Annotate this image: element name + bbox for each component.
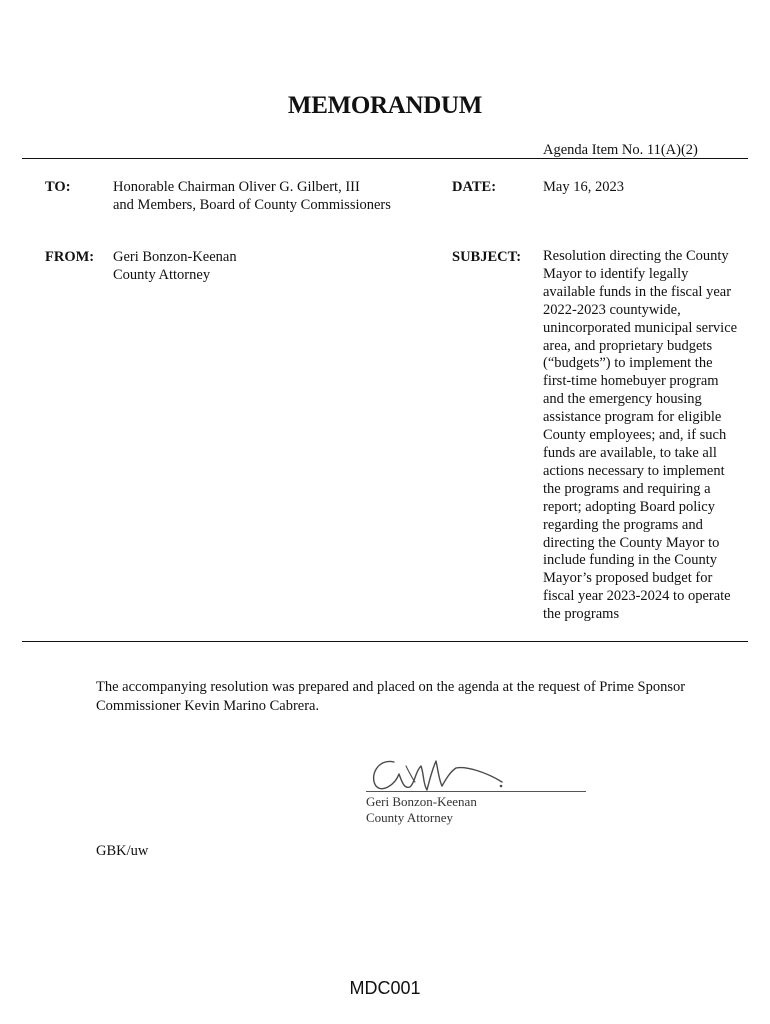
subject-line: unincorporated municipal service <box>543 319 738 336</box>
from-label: FROM: <box>45 249 95 265</box>
body-line: The accompanying resolution was prepared and placed on the agenda at the request of Prime Sponsor <box>96 679 686 695</box>
signer-title: County Attorney <box>366 810 454 825</box>
subject-line: report; adopting Board policy <box>543 498 715 515</box>
document-code: MDC001 <box>349 978 421 998</box>
to-line: and Members, Board of County Commissioners <box>113 197 391 213</box>
from-line: Geri Bonzon-Keenan <box>113 249 237 265</box>
subject-line: regarding the programs and <box>543 516 703 533</box>
subject-line: Resolution directing the County <box>543 248 729 264</box>
subject-line: assistance program for eligible <box>543 409 722 426</box>
subject-line: County employees; and, if such <box>543 427 727 444</box>
header-divider <box>22 158 748 159</box>
subject-line: first-time homebuyer program <box>543 373 719 390</box>
subject-line: Mayor to identify legally <box>543 265 689 282</box>
subject-line: funds are available, to take all <box>543 444 717 461</box>
subject-line: the programs <box>543 606 620 623</box>
subject-line: (“budgets”) to implement the <box>543 355 713 372</box>
signature-block <box>366 794 477 826</box>
agenda-item-number: Agenda Item No. 11(A)(2) <box>543 142 698 158</box>
subject-line: directing the County Mayor to <box>543 534 720 551</box>
body-divider <box>22 641 748 642</box>
memo-title: MEMORANDUM <box>287 92 483 119</box>
body-line: Commissioner Kevin Marino Cabrera. <box>96 698 320 714</box>
subject-line: the programs and requiring a <box>543 480 711 497</box>
to-line: Honorable Chairman Oliver G. Gilbert, III <box>113 179 360 195</box>
body-paragraph <box>96 678 736 716</box>
date-label: DATE: <box>452 179 497 195</box>
date-value: May 16, 2023 <box>543 179 624 195</box>
subject-line: Mayor’s proposed budget for <box>543 570 713 587</box>
subject-line: include funding in the County <box>543 552 717 569</box>
from-line: County Attorney <box>113 267 211 283</box>
signature-line <box>366 791 586 792</box>
subject-line: area, and proprietary budgets <box>543 337 713 354</box>
subject-text <box>543 248 753 624</box>
signer-name: Geri Bonzon-Keenan <box>366 794 477 809</box>
to-label: TO: <box>45 179 71 195</box>
subject-line: actions necessary to implement <box>543 462 725 479</box>
from-sender <box>113 248 237 284</box>
subject-label: SUBJECT: <box>452 249 522 265</box>
subject-line: fiscal year 2023-2024 to operate <box>543 588 731 605</box>
subject-line: and the emergency housing <box>543 391 702 408</box>
to-recipient <box>113 178 391 214</box>
subject-line: 2022-2023 countywide, <box>543 301 681 318</box>
subject-line: available funds in the fiscal year <box>543 283 732 300</box>
typist-initials: GBK/uw <box>96 843 149 859</box>
